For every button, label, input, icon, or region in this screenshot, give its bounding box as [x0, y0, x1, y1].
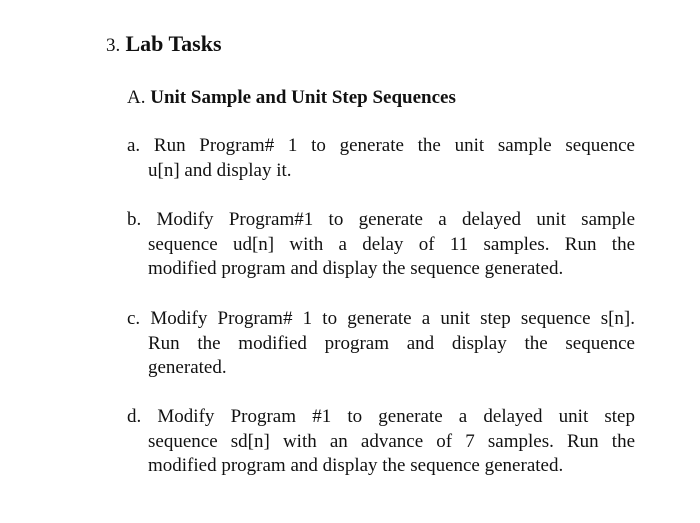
section-number: 3.	[106, 35, 121, 56]
task-a-line-1: a. Run Program# 1 to generate the unit sample sequence	[127, 135, 635, 156]
subsection-letter: A.	[127, 87, 146, 108]
task-d-line-2: sequence sd[n] with an advance of 7 samples. Run the	[148, 430, 635, 452]
subsection-heading	[127, 85, 456, 111]
task-a-line-2: u[n] and display it.	[148, 159, 292, 181]
subsection-title: Unit Sample and Unit Step Sequences	[150, 87, 456, 108]
task-d	[127, 405, 635, 479]
task-b-line-2: sequence ud[n] with a delay of 11 samples. Run the	[148, 233, 635, 255]
task-c-line-1: c. Modify Program# 1 to generate a unit step sequence s[n].	[127, 308, 635, 329]
task-c-line-3: generated.	[148, 357, 227, 378]
task-c	[127, 307, 635, 381]
task-b	[127, 208, 635, 282]
section-title: Lab Tasks	[125, 31, 222, 56]
task-b-line-3: modified program and display the sequence generated.	[148, 258, 564, 279]
task-a	[127, 134, 635, 183]
task-d-line-1: d. Modify Program #1 to generate a delayed unit step	[127, 406, 635, 427]
task-c-line-2: Run the modified program and display the sequence	[148, 332, 635, 354]
task-b-line-1: b. Modify Program#1 to generate a delayed unit sample	[127, 209, 635, 230]
section-heading	[106, 30, 222, 60]
task-d-line-3: modified program and display the sequence generated.	[148, 455, 564, 476]
